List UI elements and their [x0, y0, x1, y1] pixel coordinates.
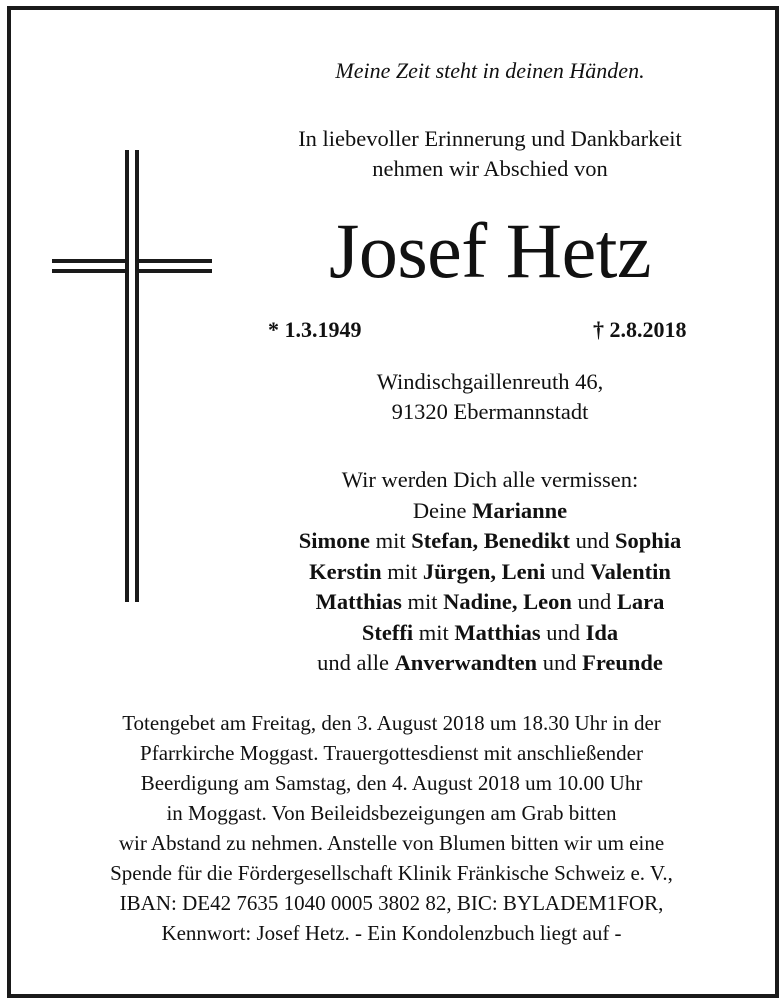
- funeral-notice: [11, 708, 772, 948]
- mourner-line: [210, 648, 770, 679]
- address-line: 91320 Ebermannstadt: [391, 399, 589, 424]
- notice-line: Spende für die Fördergesellschaft Klinik Fränkische Schweiz e. V.,: [110, 861, 673, 885]
- notice-line: wir Abstand zu nehmen. Anstelle von Blumen bitten wir um eine: [118, 831, 665, 855]
- mourner-name: Anverwandten: [394, 650, 538, 675]
- intro-line: nehmen wir Abschied von: [372, 156, 608, 181]
- mourner-name: Marianne: [472, 497, 568, 523]
- mourner-name: Ida: [585, 619, 619, 645]
- mourner-name: Lara: [616, 589, 665, 614]
- mourners-list: [210, 496, 770, 679]
- mourner-name: Simone: [298, 528, 370, 553]
- motto: Meine Zeit steht in deinen Händen.: [335, 58, 645, 83]
- mourner-text: und: [540, 619, 586, 645]
- notice-line: Beerdigung am Samstag, den 4. August 2018 um 10.00 Uhr: [140, 771, 643, 795]
- mourner-text: Deine: [412, 497, 473, 523]
- notice-line: Totengebet am Freitag, den 3. August 2018 um 18.30 Uhr in der: [122, 711, 661, 735]
- birth-date: * 1.3.1949: [268, 317, 362, 342]
- mourner-line: [210, 526, 770, 557]
- mourner-name: Steffi: [361, 619, 414, 645]
- notice-line: Pfarrkirche Moggast. Trauergottesdienst mit anschließender: [140, 741, 643, 765]
- mourner-text: und: [545, 558, 591, 584]
- mourner-name: Matthias: [315, 589, 402, 614]
- cross-icon: [52, 150, 212, 602]
- mourner-text: mit: [401, 589, 444, 614]
- intro-line: In liebevoller Erinnerung und Dankbarkeit: [298, 126, 682, 151]
- intro-text: [210, 124, 770, 184]
- notice-line: Kennwort: Josef Hetz. - Ein Kondolenzbuch liegt auf -: [161, 921, 622, 945]
- mourner-line: [210, 618, 770, 649]
- mourner-text: und: [537, 650, 583, 675]
- deceased-name: Josef Hetz: [328, 207, 652, 294]
- mourner-name: Valentin: [590, 558, 671, 584]
- mourner-text: mit: [413, 619, 455, 645]
- mourners-block: [210, 465, 770, 679]
- mourners-intro: Wir werden Dich alle vermissen:: [341, 467, 639, 492]
- mourner-name: Kerstin: [309, 558, 382, 584]
- mourner-text: und: [570, 528, 615, 553]
- mourner-text: und: [571, 589, 617, 614]
- notice-line: in Moggast. Von Beileidsbezeigungen am Grab bitten: [166, 801, 617, 825]
- mourner-name: Matthias: [454, 619, 541, 645]
- mourner-name: Jürgen, Leni: [422, 558, 546, 584]
- mourner-name: Stefan, Benedikt: [411, 528, 570, 553]
- mourner-name: Sophia: [615, 528, 682, 553]
- mourner-text: und alle: [317, 650, 395, 675]
- mourner-name: Freunde: [582, 650, 663, 675]
- death-date: † 2.8.2018: [593, 317, 687, 342]
- mourner-line: [210, 496, 770, 527]
- notice-line: IBAN: DE42 7635 1040 0005 3802 82, BIC: BYLADEM1FOR,: [119, 891, 664, 915]
- mourner-text: mit: [381, 558, 423, 584]
- mourner-name: Nadine, Leon: [443, 589, 572, 614]
- mourner-line: [210, 587, 770, 618]
- mourner-line: [210, 557, 770, 588]
- address: [240, 367, 740, 427]
- mourner-text: mit: [369, 528, 412, 553]
- address-line: Windischgaillenreuth 46,: [376, 369, 604, 394]
